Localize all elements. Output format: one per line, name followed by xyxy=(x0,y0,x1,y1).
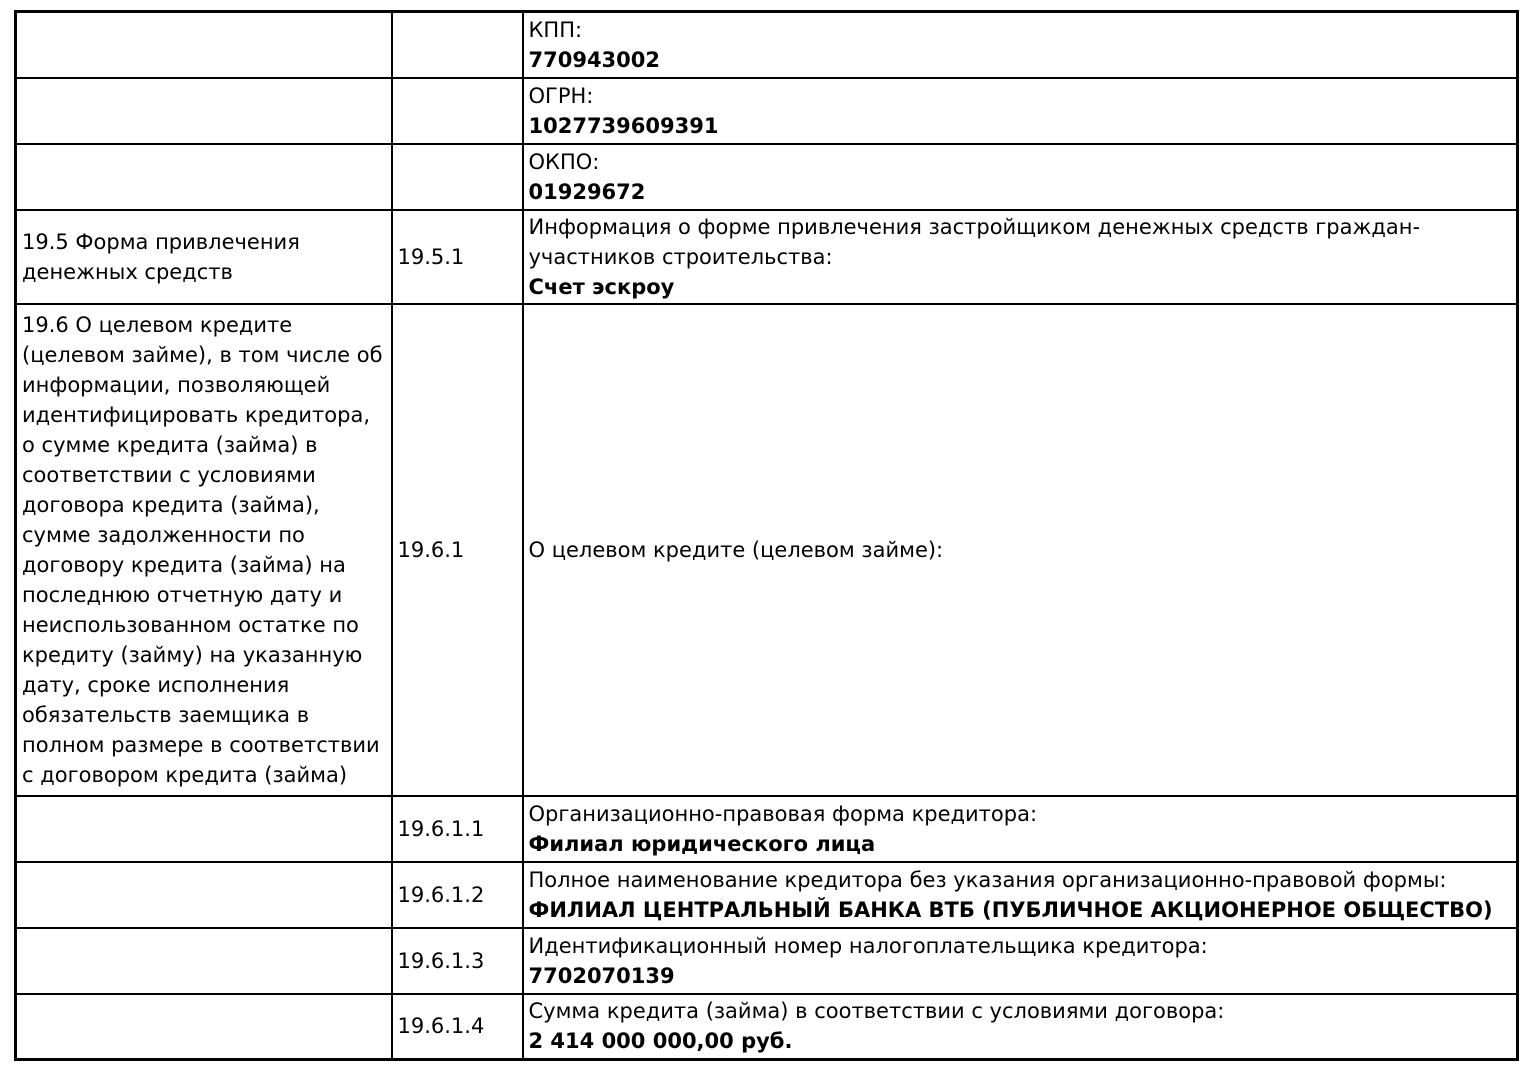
info-cell xyxy=(523,862,1518,928)
field-value: ФИЛИАЛ ЦЕНТРАЛЬНЫЙ БАНКА ВТБ (ПУБЛИЧНОЕ АКЦИОНЕРНОЕ ОБЩЕСТВО) xyxy=(528,897,1493,922)
section-code: 19.6.1.3 xyxy=(397,948,485,973)
info-cell xyxy=(523,78,1518,144)
section-title: 19.5 Форма привлечения денежных средств xyxy=(22,229,300,284)
row-19-5-1 xyxy=(16,210,1518,304)
row-19-6-1-3 xyxy=(16,928,1518,994)
section-cell xyxy=(16,994,392,1060)
section-code: 19.5.1 xyxy=(397,244,465,269)
field-value: 2 414 000 000,00 руб. xyxy=(528,1029,793,1054)
code-cell xyxy=(392,210,523,304)
code-cell xyxy=(392,994,523,1060)
row-19-6-1-4 xyxy=(16,994,1518,1060)
section-cell xyxy=(16,928,392,994)
field-label: Информация о форме привлечения застройщиком денежных средств граждан-участников строительства: xyxy=(528,214,1421,269)
code-cell xyxy=(392,144,523,210)
field-label: КПП: xyxy=(528,17,583,42)
info-cell xyxy=(523,928,1518,994)
section-cell xyxy=(16,304,392,796)
section-cell xyxy=(16,144,392,210)
field-value: 770943002 xyxy=(528,47,661,72)
field-value: Филиал юридического лица xyxy=(528,831,876,856)
code-cell xyxy=(392,862,523,928)
field-value: Счет эскроу xyxy=(528,274,675,299)
section-code: 19.6.1.2 xyxy=(397,882,485,907)
section-cell xyxy=(16,78,392,144)
row-ogrn xyxy=(16,78,1518,144)
row-okpo xyxy=(16,144,1518,210)
section-cell xyxy=(16,796,392,862)
field-value: 01929672 xyxy=(528,179,646,204)
info-cell xyxy=(523,304,1518,796)
section-cell xyxy=(16,12,392,78)
field-value: 7702070139 xyxy=(528,963,675,988)
field-label: ОГРН: xyxy=(528,83,594,108)
code-cell xyxy=(392,304,523,796)
section-code: 19.6.1.4 xyxy=(397,1014,485,1039)
info-cell xyxy=(523,210,1518,304)
row-kpp xyxy=(16,12,1518,78)
field-label: Сумма кредита (займа) в соответствии с условиями договора: xyxy=(528,999,1225,1024)
code-cell xyxy=(392,796,523,862)
field-label: Организационно-правовая форма кредитора: xyxy=(528,801,1038,826)
code-cell xyxy=(392,928,523,994)
section-title: 19.6 О целевом кредите (целевом займе), в том числе об информации, позволяющей идентифицировать кредитора, о сумме кредита (займа) в соответствии с условиями договора кредита (займа), сумме задолженности по договору кредита (займа) на последнюю отчетную дату и неиспользованном остатке по кредиту (займу) на указанную дату, сроке исполнения обязательств заемщика в полном размере в соответствии с договором кредита (займа) xyxy=(22,312,383,787)
info-cell xyxy=(523,796,1518,862)
code-cell xyxy=(392,12,523,78)
field-value: 1027739609391 xyxy=(528,113,719,138)
row-19-6-1-1 xyxy=(16,796,1518,862)
section-code: 19.6.1.1 xyxy=(397,816,485,841)
info-cell xyxy=(523,144,1518,210)
section-cell xyxy=(16,210,392,304)
info-cell xyxy=(523,12,1518,78)
declaration-table xyxy=(14,10,1519,1061)
code-cell xyxy=(392,78,523,144)
row-19-6-1 xyxy=(16,304,1518,796)
field-label: ОКПО: xyxy=(528,149,600,174)
info-cell xyxy=(523,994,1518,1060)
field-label: Полное наименование кредитора без указания организационно-правовой формы: xyxy=(528,867,1447,892)
section-code: 19.6.1 xyxy=(397,537,465,562)
field-label: Идентификационный номер налогоплательщика кредитора: xyxy=(528,933,1208,958)
row-19-6-1-2 xyxy=(16,862,1518,928)
field-label: О целевом кредите (целевом займе): xyxy=(528,537,944,562)
section-cell xyxy=(16,862,392,928)
